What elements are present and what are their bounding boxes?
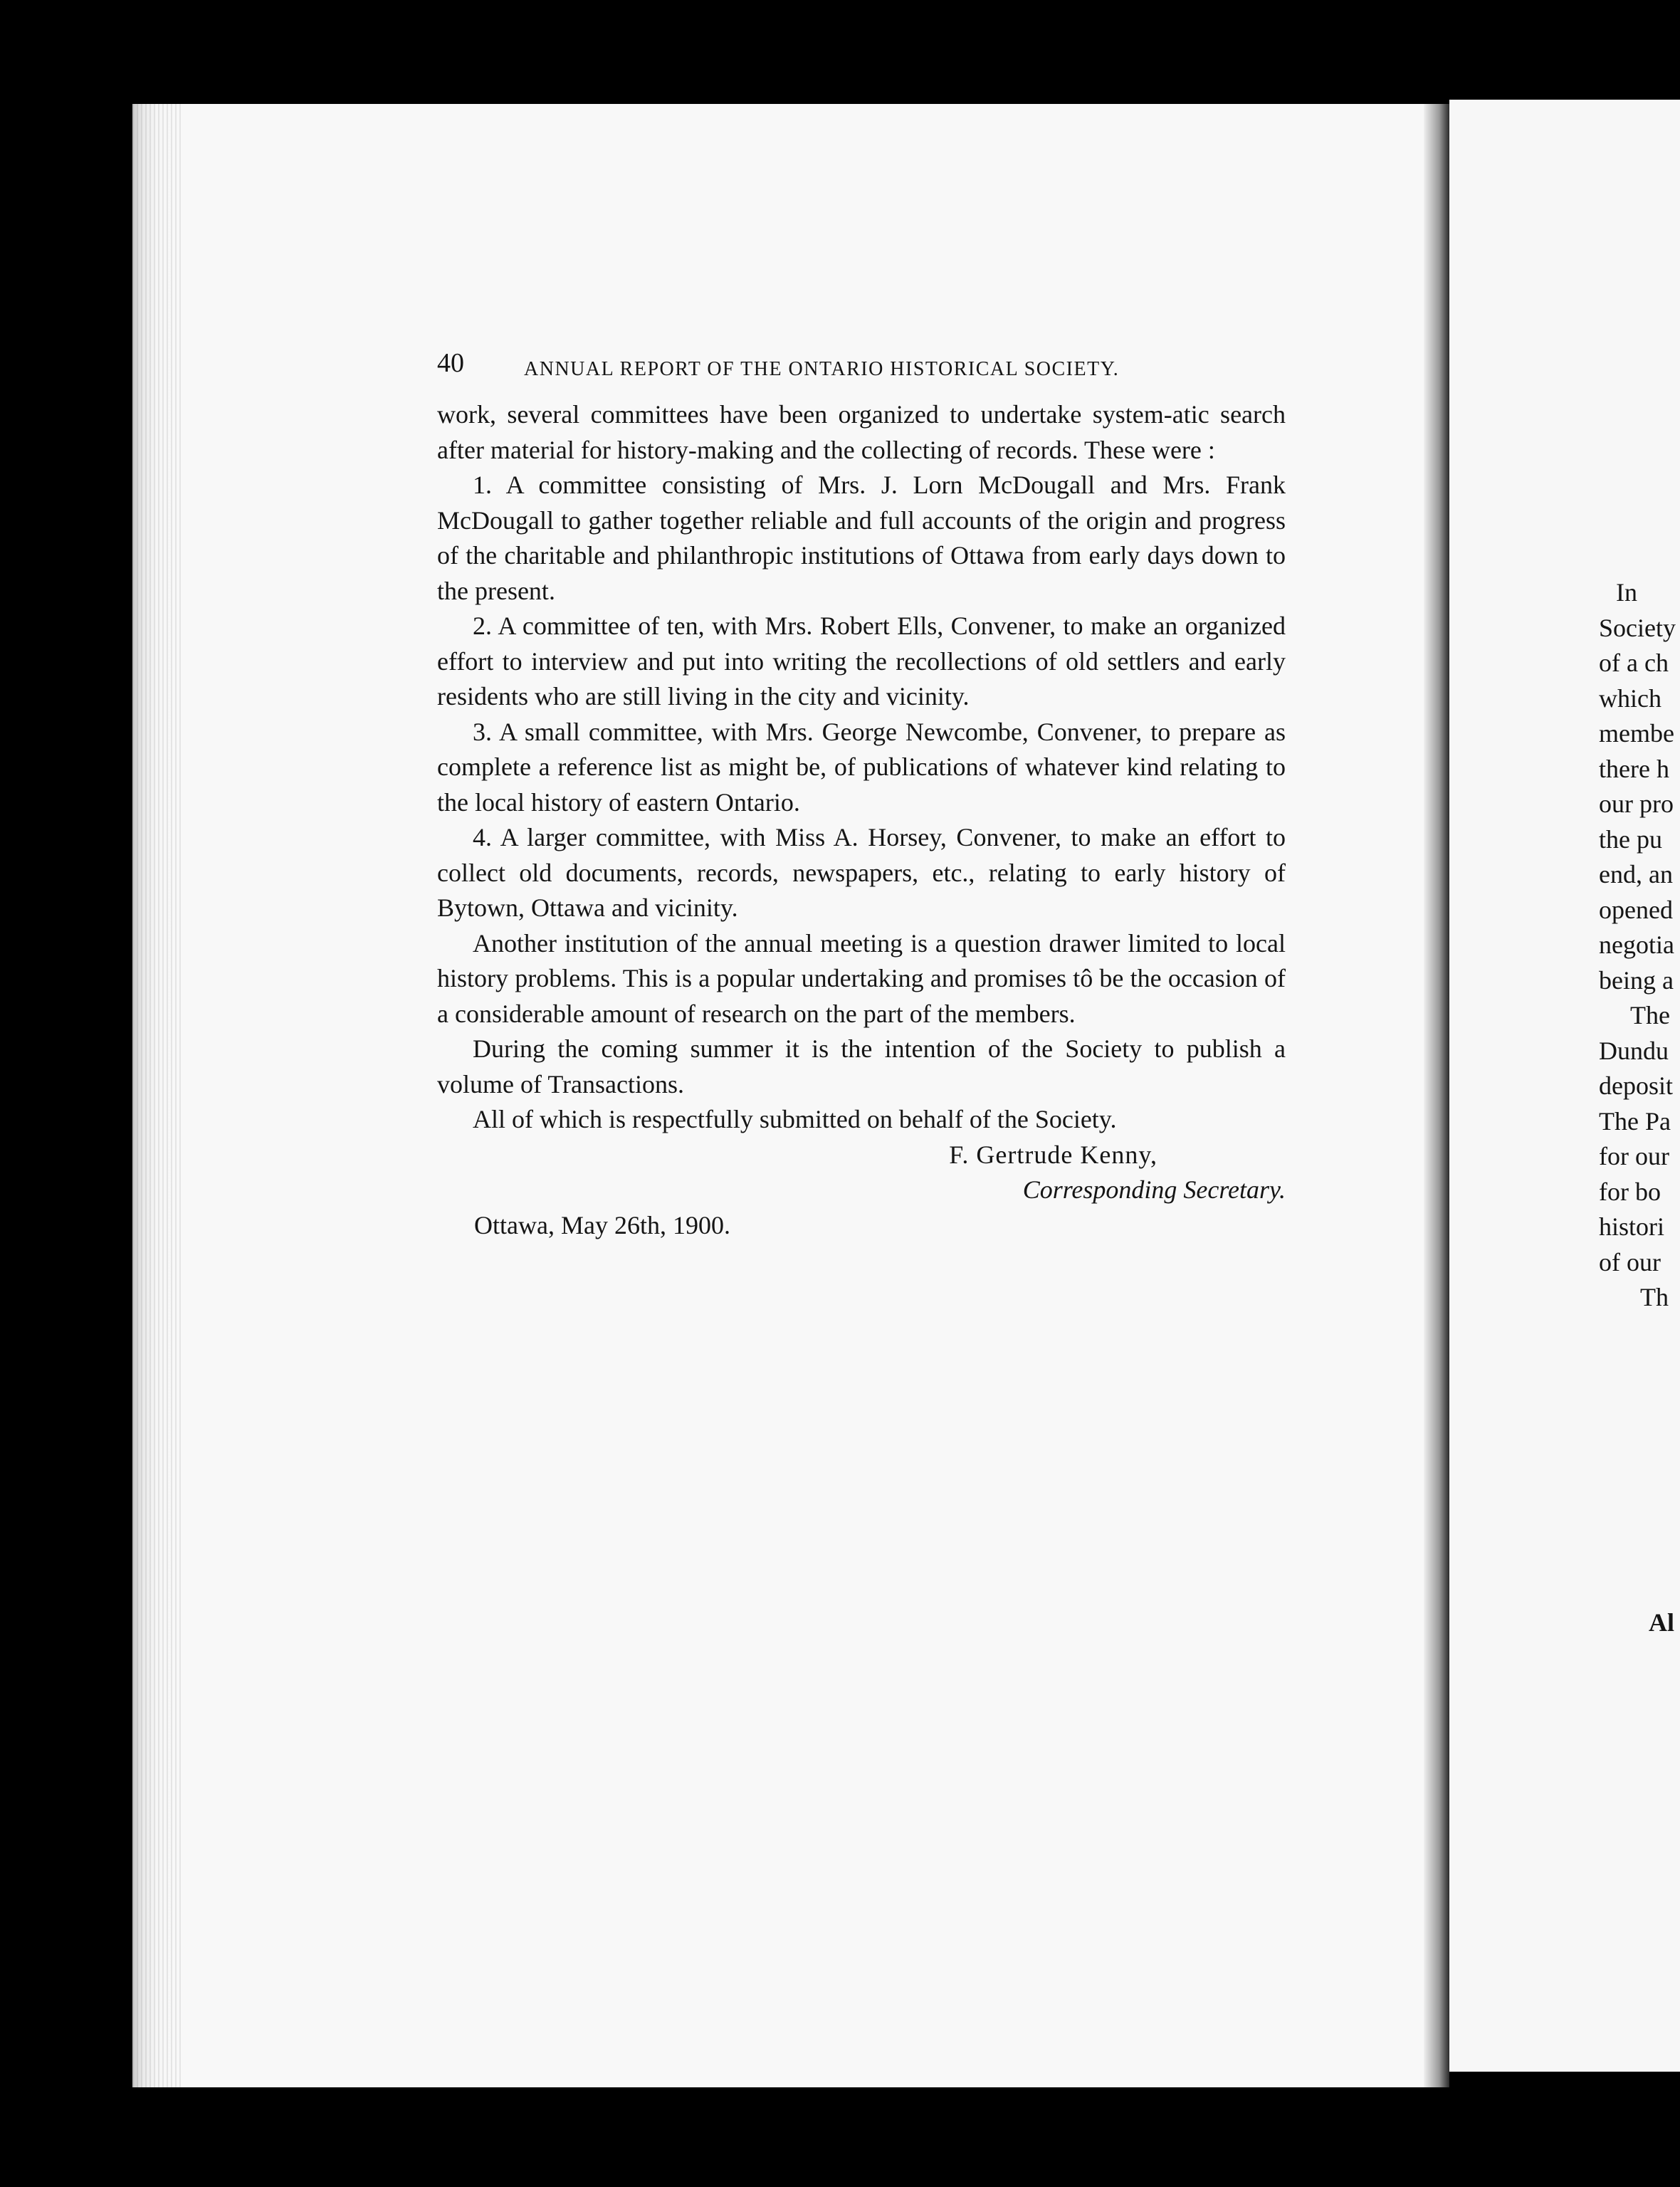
- book-gutter: [1424, 104, 1449, 2087]
- paragraph-continuation: work, several committees have been organized to undertake system-atic search after material for history-making and the collecting of records. These were :: [437, 400, 1286, 464]
- right-line: opened: [1599, 895, 1673, 924]
- paragraph-committee-3: 3. A small committee, with Mrs. George Newcombe, Convener, to prepare as complete a reference list as might be, of publications of whatever kind relating to the local history of eastern Ontario.: [437, 717, 1286, 817]
- right-page-text: [1599, 575, 1680, 1316]
- signature-block: [437, 1138, 1286, 1208]
- paragraph-committee-1: 1. A committee consisting of Mrs. J. Lorn McDougall and Mrs. Frank McDougall to gather together reliable and full accounts of the origin and progress of the charitable and philanthropic institutions of Ottawa from early days down to the present.: [437, 471, 1286, 605]
- left-page-text: [437, 346, 1286, 1243]
- signature-name: F. Gertrude Kenny,: [949, 1140, 1157, 1169]
- right-line: the pu: [1599, 824, 1662, 854]
- right-line: of a ch: [1599, 649, 1669, 677]
- right-line: end, an: [1599, 860, 1673, 888]
- paragraph-transactions: During the coming summer it is the intention of the Society to publish a volume of Transactions.: [437, 1034, 1286, 1098]
- right-line: of our: [1599, 1247, 1661, 1276]
- right-line: Th: [1640, 1283, 1669, 1311]
- page-header: [437, 346, 1286, 382]
- running-head: ANNUAL REPORT OF THE ONTARIO HISTORICAL SOCIETY.: [524, 358, 1120, 380]
- page-number: 40: [437, 348, 464, 378]
- right-line: which: [1599, 683, 1661, 713]
- right-line: membe: [1599, 719, 1674, 748]
- paragraph-committee-4: 4. A larger committee, with Miss A. Horsey, Convener, to make an effort to collect old documents, records, newspapers, etc., relating to early history of Bytown, Ottawa and vicinity.: [437, 823, 1286, 922]
- signature-title: Corresponding Secretary.: [1022, 1175, 1286, 1204]
- right-line: for our: [1599, 1142, 1669, 1170]
- right-line: for bo: [1599, 1177, 1661, 1206]
- right-line: there h: [1599, 754, 1669, 783]
- right-line: negotia: [1599, 930, 1674, 959]
- right-line: histori: [1599, 1212, 1665, 1241]
- dateline: Ottawa, May 26th, 1900.: [474, 1210, 730, 1239]
- paragraph-question-drawer: Another institution of the annual meeting is a question drawer limited to local history problems. This is a popular undertaking and promises tô be the occasion of a considerable amount of research on the part of the members.: [437, 928, 1286, 1028]
- right-page-bottom-text: Al: [1649, 1608, 1674, 1637]
- right-line: The Pa: [1599, 1106, 1671, 1136]
- right-line: our pro: [1599, 790, 1674, 818]
- paragraph-committee-2: 2. A committee of ten, with Mrs. Robert Ells, Convener, to make an organized effort to interview and put into writing the recollections of old settlers and early residents who are still living in the city and vicinity.: [437, 612, 1286, 710]
- right-line: deposit: [1599, 1071, 1673, 1100]
- paragraph-submitted: All of which is respectfully submitted on behalf of the Society.: [473, 1105, 1117, 1133]
- right-line: In: [1616, 578, 1637, 607]
- right-line: being a: [1599, 965, 1674, 995]
- right-line: Society: [1599, 613, 1676, 642]
- right-line: Dundu: [1599, 1036, 1669, 1065]
- right-line: The: [1630, 1001, 1670, 1029]
